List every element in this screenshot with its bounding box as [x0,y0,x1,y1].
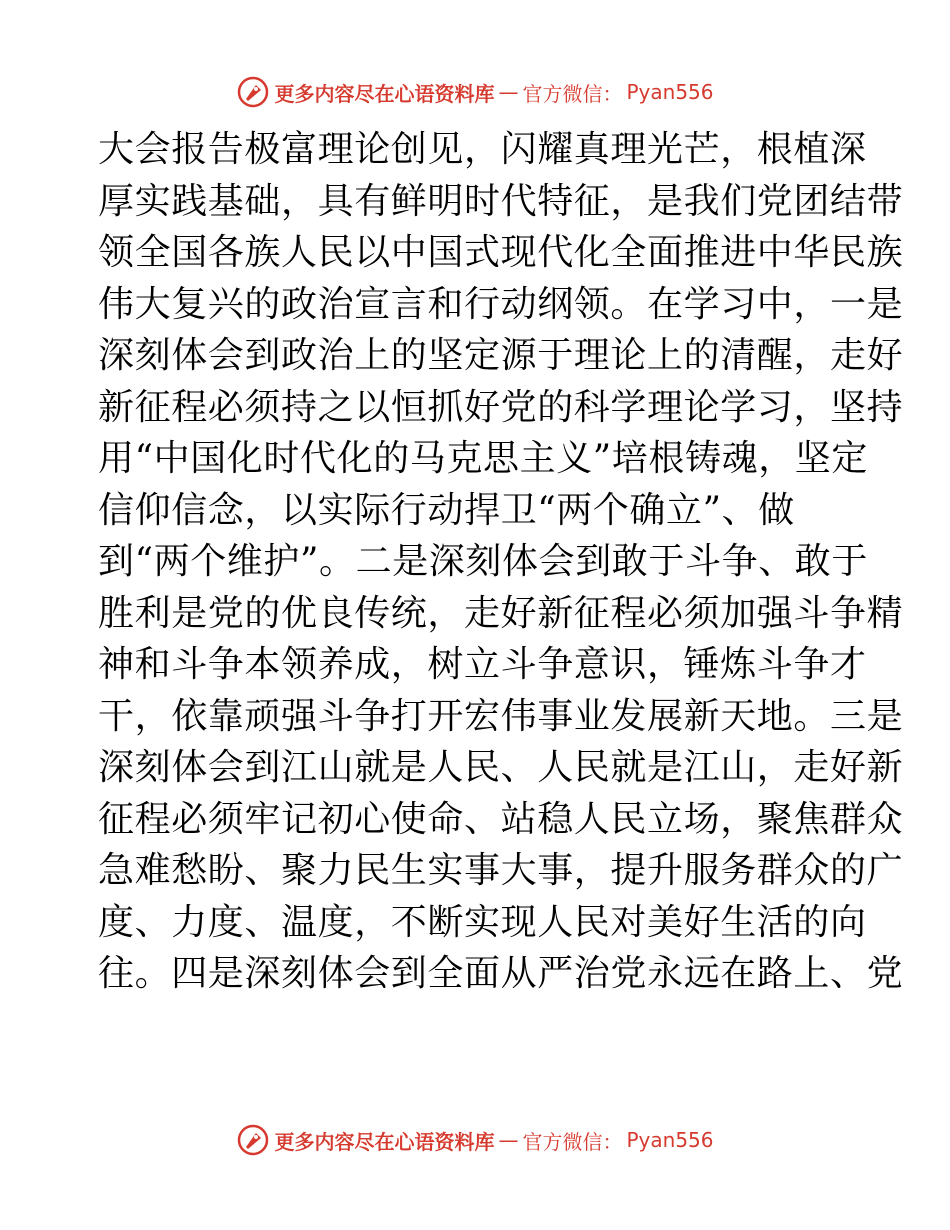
text-line: 神和斗争本领养成，树立斗争意识，锤炼斗争才 [98,644,867,685]
text-line: 厚实践基础，具有鲜明时代特征，是我们党团结带 [98,180,904,222]
pen-nib-icon [236,1123,270,1157]
watermark-contact-label: 官方微信： [522,81,623,106]
text-line: 大会报告极富理论创见，闪耀真理光芒，根植深 [98,129,867,170]
text-line: 干，依靠顽强斗争打开宏伟事业发展新天地。三是 [98,695,904,737]
watermark-contact-label: 官方微信： [522,1129,623,1154]
watermark-wechat-id: Pyan556 [626,1128,714,1152]
text-line: 深刻体会到江山就是人民、人民就是江山，走好新 [98,747,904,788]
header-watermark [0,72,950,112]
text-line: 征程必须牢记初心使命、站稳人民立场，聚焦群众 [98,798,904,840]
text-line: 领全国各族人民以中国式现代化全面推进中华民族 [98,232,904,273]
text-line: 急难愁盼、聚力民生实事大事，提升服务群众的广 [98,850,904,891]
text-line: 伟大复兴的政治宣言和行动纲领。在学习中，一是 [98,283,904,325]
watermark-text: 更多内容尽在心语资料库 [274,81,495,106]
body-text [98,124,904,1000]
watermark-text: 更多内容尽在心语资料库 [274,1129,495,1154]
watermark-wechat-id: Pyan556 [626,80,714,104]
text-line: 往。四是深刻体会到全面从严治党永远在路上、党 [98,953,904,994]
text-line: 胜利是党的优良传统，走好新征程必须加强斗争精 [98,592,904,634]
text-line: 度、力度、温度，不断实现人民对美好生活的向 [98,901,867,943]
pen-nib-icon [236,75,270,109]
text-line: 用“中国化时代化的马克思主义”培根铸魂，坚定 [98,438,869,479]
footer-watermark [0,1120,950,1160]
text-line: 新征程必须持之以恒抓好党的科学理论学习，坚持 [98,386,904,428]
text-line: 信仰信念，以实际行动捍卫“两个确立”、做 [98,489,795,531]
text-line: 深刻体会到政治上的坚定源于理论上的清醒，走好 [98,335,904,376]
watermark-separator: — [498,1128,519,1152]
text-line: 到“两个维护”。二是深刻体会到敢于斗争、敢于 [98,541,869,582]
watermark-separator: — [498,80,519,104]
